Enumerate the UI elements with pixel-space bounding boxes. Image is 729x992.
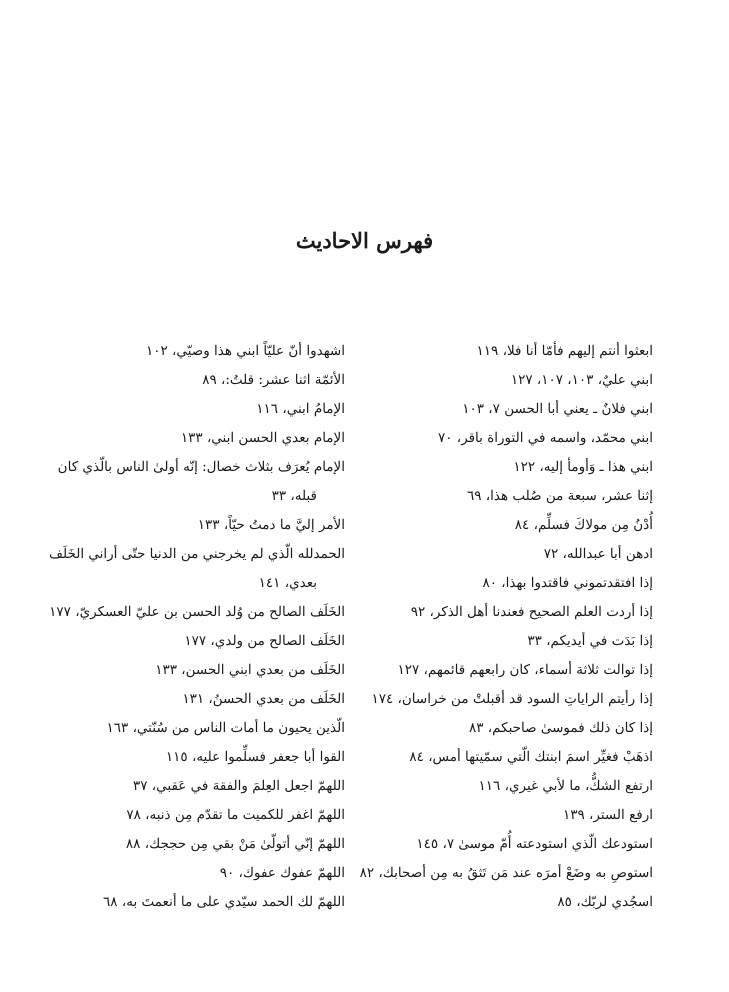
index-entry: إذا رأيتم الراياتِ السود قد أقبلتْ من خراسان، ١٧٤ xyxy=(371,691,653,707)
index-entry: إذا أردت العلم الصحيح فعندنا أهل الذكر، ٩٢ xyxy=(410,604,653,620)
index-entry: استوصِ به وضَعْ أمرَه عند مَن تَثقُ به مِن أصحابك، ٨٢ xyxy=(359,865,653,881)
index-entry: اللهمّ اجعل العِلمَ والفقهَ في عَقبي، ٣٧ xyxy=(132,778,345,794)
index-entry: الأمر إليَّ ما دمتُ حيّاً، ١٣٣ xyxy=(197,517,345,533)
index-entry: اللهمّ عفوك عفوك، ٩٠ xyxy=(219,865,345,881)
hadith-index-right-column xyxy=(353,337,653,917)
index-entry-continuation: بعدي، ١٤١ xyxy=(258,575,317,591)
index-entry: اذهَبْ فغيِّر اسمَ ابنتك الّتي سمّيتها أمس، ٨٤ xyxy=(409,749,653,765)
index-entry: ابني هذا ـ وَأومأ إليه، ١٢٢ xyxy=(513,459,653,475)
index-entry: ارتفع الشكُّ، ما لأبي غيري، ١١٦ xyxy=(478,778,653,794)
index-entry: ابعثوا أنتم إليهم فأمّا أنا فلا، ١١٩ xyxy=(476,343,653,359)
index-entry: اللهمّ اغفر للكميت ما تقدّم مِن ذنبه، ٧٨ xyxy=(126,807,345,823)
index-entry: اللهمّ إنّي أتولّىٰ مَنْ بقي مِن حججك، ٨٨ xyxy=(125,836,345,852)
index-entry: إذا توالت ثلاثة أسماء، كان رابعهم قائمهم، ١٢٧ xyxy=(397,662,653,678)
index-entry: الّذين يحيون ما أمات الناس من سُنّتي، ١٦٣ xyxy=(106,720,345,736)
index-entry: الإمام بعدي الحسن ابني، ١٣٣ xyxy=(180,430,345,446)
index-entry: اللهمّ لك الحمد سيّدي على ما أنعمتَ به، ٦٨ xyxy=(103,894,345,910)
index-entry: إذا كان ذلك فموسىٰ صاحبكم، ٨٣ xyxy=(468,720,653,736)
index-entry: إذا بَدَت في أيديكم، ٣٣ xyxy=(527,633,653,649)
index-entry: ابني محمّد، واسمه في التوراة باقر، ٧٠ xyxy=(437,430,653,446)
index-entry-continuation: قبله، ٣٣ xyxy=(271,488,317,504)
index-entry: ابني عليٌ، ١٠٣، ١٠٧، ١٢٧ xyxy=(510,372,653,388)
index-entry: الخَلَف الصالح من وُلد الحسن بن عليّ العسكريّ، ١٧٧ xyxy=(49,604,345,620)
index-entry: ابني فلانٌ ـ يعني أبا الحسن ٧، ١٠٣ xyxy=(462,401,653,417)
index-entry: الخَلَف الصالح من ولدي، ١٧٧ xyxy=(184,633,345,649)
index-entry: إذا افتقدتموني فاقتدوا بهذا، ٨٠ xyxy=(482,575,653,591)
index-entry: الحمدلله الّذي لم يخرجني من الدنيا حتّى أراني الخَلَف xyxy=(49,546,345,562)
index-entry: الأئمّة اثنا عشر: قلتُ:، ٨٩ xyxy=(202,372,345,388)
index-entry: استودعك الّذي استودعته أُمّ موسىٰ ٧، ١٤٥ xyxy=(416,836,653,852)
index-entry: الخَلَف من بعدي الحسنُ، ١٣١ xyxy=(182,691,345,707)
index-entry: اسجُدي لربّك، ٨٥ xyxy=(557,894,653,910)
index-entry: القوا أبا جعفر فسلِّموا عليه، ١١٥ xyxy=(165,749,345,765)
hadith-index-left-column xyxy=(39,337,345,917)
index-entry: اشهدوا أنّ عليّاً ابني هذا وصيّي، ١٠٢ xyxy=(146,343,345,359)
index-entry: ادهن أبا عبدالله، ٧٢ xyxy=(543,546,653,562)
index-entry: ارفع الستر، ١٣٩ xyxy=(562,807,653,823)
index-entry: الخَلَف من بعدي ابني الحسن، ١٣٣ xyxy=(155,662,345,678)
page-title: فهرس الاحاديث xyxy=(295,228,434,253)
index-entry: الإمامُ ابني، ١١٦ xyxy=(256,401,345,417)
index-entry: إثنا عشر، سبعة من صُلب هذا، ٦٩ xyxy=(466,488,653,504)
index-entry: أُدْنُ مِن مولاكَ فسلِّم، ٨٤ xyxy=(514,517,653,533)
index-entry: الإمام يُعرَف بثلاث خصال: إنّه أولىٰ الناس بالّذي كان xyxy=(57,459,345,475)
